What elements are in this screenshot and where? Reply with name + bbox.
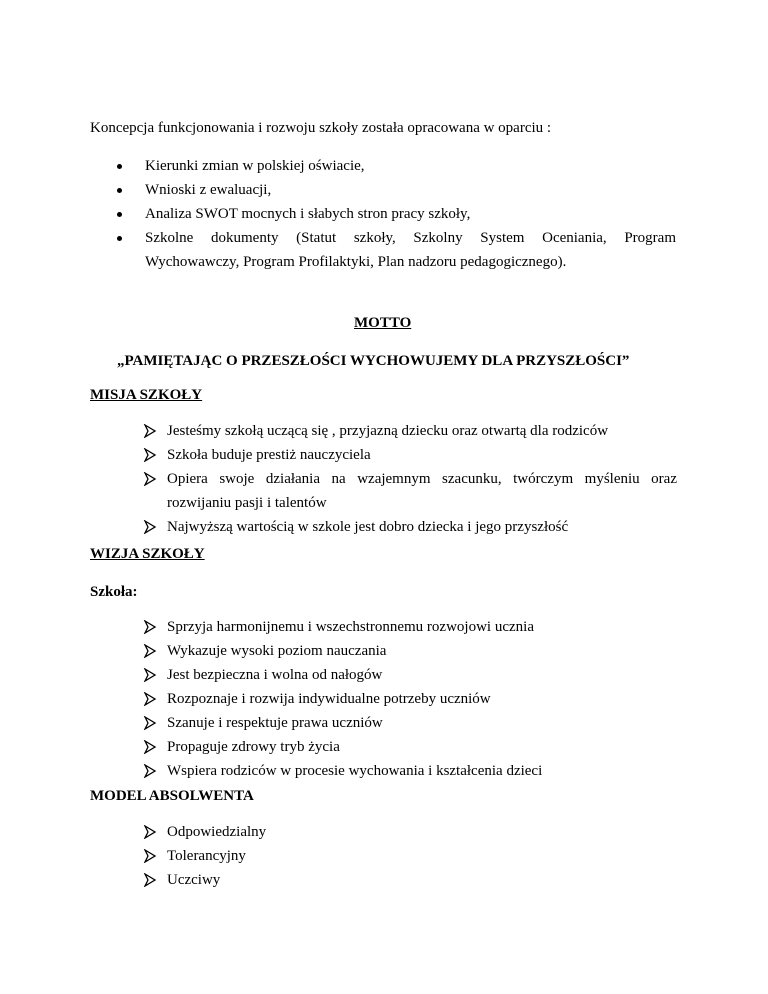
arrow-bullet-icon bbox=[143, 825, 157, 839]
arrow-bullet-icon bbox=[143, 644, 157, 658]
list-item-continuation: Wychowawczy, Program Profilaktyki, Plan nadzoru pedagogicznego). bbox=[145, 254, 567, 270]
list-item: Jesteśmy szkołą uczącą się , przyjazną dziecku oraz otwartą dla rodziców bbox=[167, 423, 609, 439]
list-item: Szkoła buduje prestiż nauczyciela bbox=[167, 447, 371, 463]
vision-subheading: Szkoła: bbox=[90, 584, 138, 600]
list-item: Sprzyja harmonijnemu i wszechstronnemu rozwojowi ucznia bbox=[167, 619, 534, 635]
list-item: Wykazuje wysoki poziom nauczania bbox=[167, 643, 387, 659]
list-item: Opiera swoje działania na wzajemnym szacunku, twórczym myśleniu oraz bbox=[167, 471, 677, 487]
arrow-bullet-icon bbox=[143, 424, 157, 438]
bullet-dot-icon bbox=[117, 164, 122, 169]
list-item: Rozpoznaje i rozwija indywidualne potrzeby uczniów bbox=[167, 691, 491, 707]
arrow-bullet-icon bbox=[143, 692, 157, 706]
arrow-bullet-icon bbox=[143, 668, 157, 682]
list-item: Szkolne dokumenty (Statut szkoły, Szkolny System Oceniania, Program bbox=[145, 230, 676, 246]
arrow-bullet-icon bbox=[143, 448, 157, 462]
list-item: Tolerancyjny bbox=[167, 848, 246, 864]
arrow-bullet-icon bbox=[143, 764, 157, 778]
arrow-bullet-icon bbox=[143, 849, 157, 863]
list-item: Odpowiedzialny bbox=[167, 824, 267, 840]
arrow-bullet-icon bbox=[143, 716, 157, 730]
arrow-bullet-icon bbox=[143, 873, 157, 887]
intro-text: Koncepcja funkcjonowania i rozwoju szkoły została opracowana w oparciu : bbox=[90, 120, 552, 136]
arrow-bullet-icon bbox=[143, 620, 157, 634]
list-item: Wnioski z ewaluacji, bbox=[145, 182, 272, 198]
arrow-bullet-icon bbox=[143, 520, 157, 534]
list-item: Analiza SWOT mocnych i słabych stron pracy szkoły, bbox=[145, 206, 471, 222]
list-item: Szanuje i respektuje prawa uczniów bbox=[167, 715, 383, 731]
list-item: Wspiera rodziców w procesie wychowania i kształcenia dzieci bbox=[167, 763, 543, 779]
list-item: Jest bezpieczna i wolna od nałogów bbox=[167, 667, 383, 683]
mission-heading: MISJA SZKOŁY bbox=[90, 387, 203, 403]
motto-heading: MOTTO bbox=[354, 315, 412, 331]
list-item: Propaguje zdrowy tryb życia bbox=[167, 739, 340, 755]
graduate-heading: MODEL ABSOLWENTA bbox=[90, 788, 254, 804]
arrow-bullet-icon bbox=[143, 472, 157, 486]
list-item: Najwyższą wartością w szkole jest dobro dziecka i jego przyszłość bbox=[167, 519, 569, 535]
list-item: Kierunki zmian w polskiej oświacie, bbox=[145, 158, 365, 174]
bullet-dot-icon bbox=[117, 236, 122, 241]
list-item: Uczciwy bbox=[167, 872, 221, 888]
bullet-dot-icon bbox=[117, 188, 122, 193]
motto-text: „PAMIĘTAJĄC O PRZESZŁOŚCI WYCHOWUJEMY DLA PRZYSZŁOŚCI” bbox=[117, 353, 630, 369]
arrow-bullet-icon bbox=[143, 740, 157, 754]
vision-heading: WIZJA SZKOŁY bbox=[90, 546, 205, 562]
bullet-dot-icon bbox=[117, 212, 122, 217]
list-item-continuation: rozwijaniu pasji i talentów bbox=[167, 495, 327, 511]
